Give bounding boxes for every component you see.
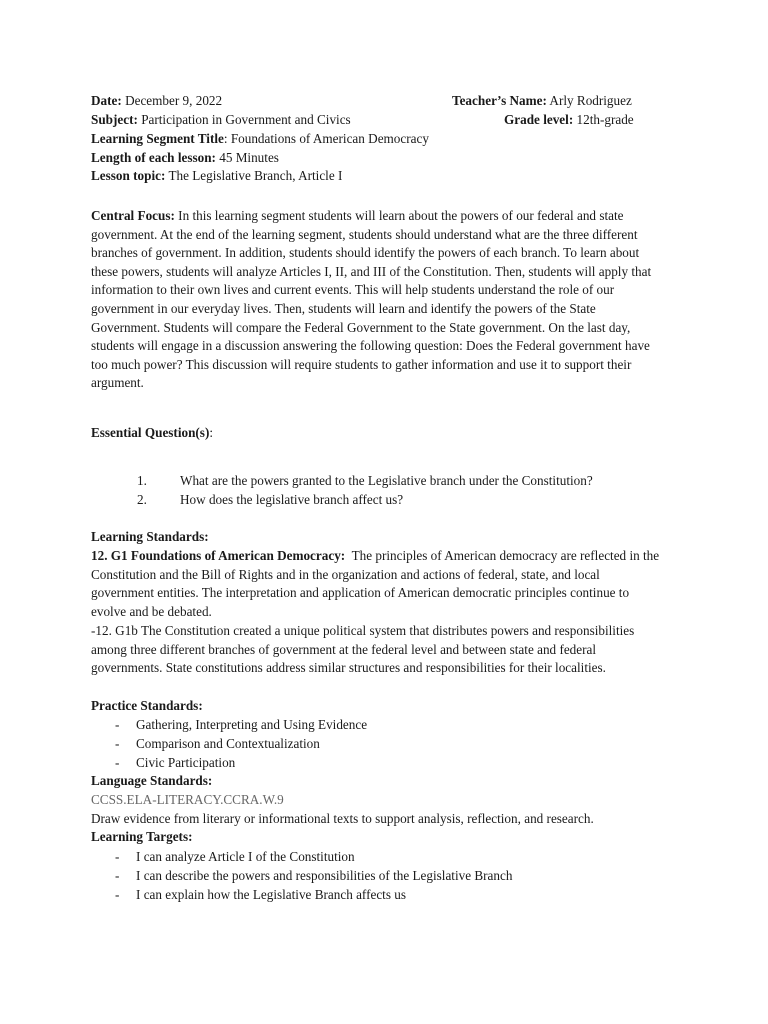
- learning-standard-text: The principles of American democracy are reflected in the Constitution and the Bill of Rights and in the organization and actions of federal, state, and local government entities. The interpretation and application of American democratic principles continue to evolve and be debated.: [91, 548, 660, 619]
- list-item-number: 1.: [137, 473, 147, 488]
- segment-value: : Foundations of American Democracy: [223, 131, 429, 146]
- grade-line: [504, 112, 634, 128]
- subject-value: Participation in Government and Civics: [141, 112, 351, 127]
- teacher-label: Teacher’s Name:: [452, 93, 547, 108]
- grade-value: 12th-grade: [576, 112, 634, 127]
- list-item: [91, 734, 651, 753]
- topic-label: Lesson topic:: [91, 168, 166, 183]
- subject-line: [91, 112, 351, 128]
- dash-bullet: -: [115, 849, 120, 864]
- central-focus: [91, 207, 666, 393]
- learning-standard-g1: [91, 547, 666, 621]
- list-item-text: Comparison and Contextualization: [136, 736, 320, 751]
- dash-bullet: -: [115, 868, 120, 883]
- essential-questions-suffix: :: [209, 425, 214, 440]
- list-item-text: I can explain how the Legislative Branch affects us: [136, 887, 407, 902]
- list-item: [91, 753, 651, 772]
- practice-standards-list: [91, 715, 651, 772]
- list-item-text: What are the powers granted to the Legislative branch under the Constitution?: [180, 473, 593, 488]
- list-item: [91, 471, 651, 490]
- topic-value: The Legislative Branch, Article I: [168, 168, 343, 183]
- length-label: Length of each lesson:: [91, 150, 216, 165]
- list-item: [91, 847, 651, 866]
- learning-targets-list: [91, 847, 651, 904]
- list-item-number: 2.: [137, 492, 147, 507]
- date-label: Date:: [91, 93, 122, 108]
- length-line: [91, 150, 279, 166]
- essential-questions-list: [91, 471, 651, 509]
- learning-standard-label: 12. G1 Foundations of American Democracy:: [91, 548, 346, 563]
- list-item: [91, 715, 651, 734]
- essential-questions-label: Essential Question(s): [91, 425, 210, 440]
- list-item-text: Gathering, Interpreting and Using Evidence: [136, 717, 368, 732]
- list-item-text: Civic Participation: [136, 755, 236, 770]
- list-item: [91, 490, 651, 509]
- essential-questions-heading: [91, 425, 213, 441]
- language-standards-heading: Language Standards:: [91, 773, 213, 788]
- central-focus-label: Central Focus:: [91, 208, 175, 223]
- language-standard-code: CCSS.ELA-LITERACY.CCRA.W.9: [91, 792, 284, 807]
- learning-standard-g1b: [91, 622, 666, 678]
- dash-bullet: -: [115, 736, 120, 751]
- segment-label: Learning Segment Title: [91, 131, 224, 146]
- central-focus-text: In this learning segment students will learn about the powers of our federal and state government. At the end of the learning segment, students should understand what are the three different branches of government. In addition, students should identify the powers of each branch. To learn about these powers, students will analyze Articles I, II, and III of the Constitution. Then, students will apply that information to their own lives and current events. This will help students understand the role of our government in our everyday lives. Then, students will learn and identify the powers of the State Government. Students will compare the Federal Government to the State government. On the last day, students will engage in a discussion answering the following question: Does the Federal government have too much power? This discussion will require students to gather information and use it to support their argument.: [91, 208, 652, 391]
- topic-line: [91, 168, 342, 184]
- dash-bullet: -: [115, 755, 120, 770]
- practice-standards-heading: Practice Standards:: [91, 698, 203, 713]
- list-item: [91, 885, 651, 904]
- list-item-text: I can describe the powers and responsibilities of the Legislative Branch: [136, 868, 513, 883]
- grade-label: Grade level:: [504, 112, 574, 127]
- teacher-value: Arly Rodriguez: [549, 93, 632, 108]
- subject-label: Subject:: [91, 112, 138, 127]
- list-item: [91, 866, 651, 885]
- date-line: [91, 93, 222, 109]
- learning-standards-heading: Learning Standards:: [91, 529, 209, 544]
- dash-bullet: -: [115, 717, 120, 732]
- learning-standard-sub-text: -12. G1b The Constitution created a unique political system that distributes powers and responsibilities among three different branches of government at the federal level and between state and federal governments. State constitutions address similar structures and responsibilities for their localities.: [91, 623, 635, 676]
- list-item-text: I can analyze Article I of the Constitution: [136, 849, 355, 864]
- learning-targets-heading: Learning Targets:: [91, 829, 193, 844]
- teacher-line: [452, 93, 632, 109]
- length-value: 45 Minutes: [219, 150, 279, 165]
- language-standard-text: Draw evidence from literary or informational texts to support analysis, reflection, and research.: [91, 811, 594, 826]
- date-value: December 9, 2022: [125, 93, 223, 108]
- list-item-text: How does the legislative branch affect us?: [180, 492, 404, 507]
- segment-line: [91, 131, 429, 147]
- dash-bullet: -: [115, 887, 120, 902]
